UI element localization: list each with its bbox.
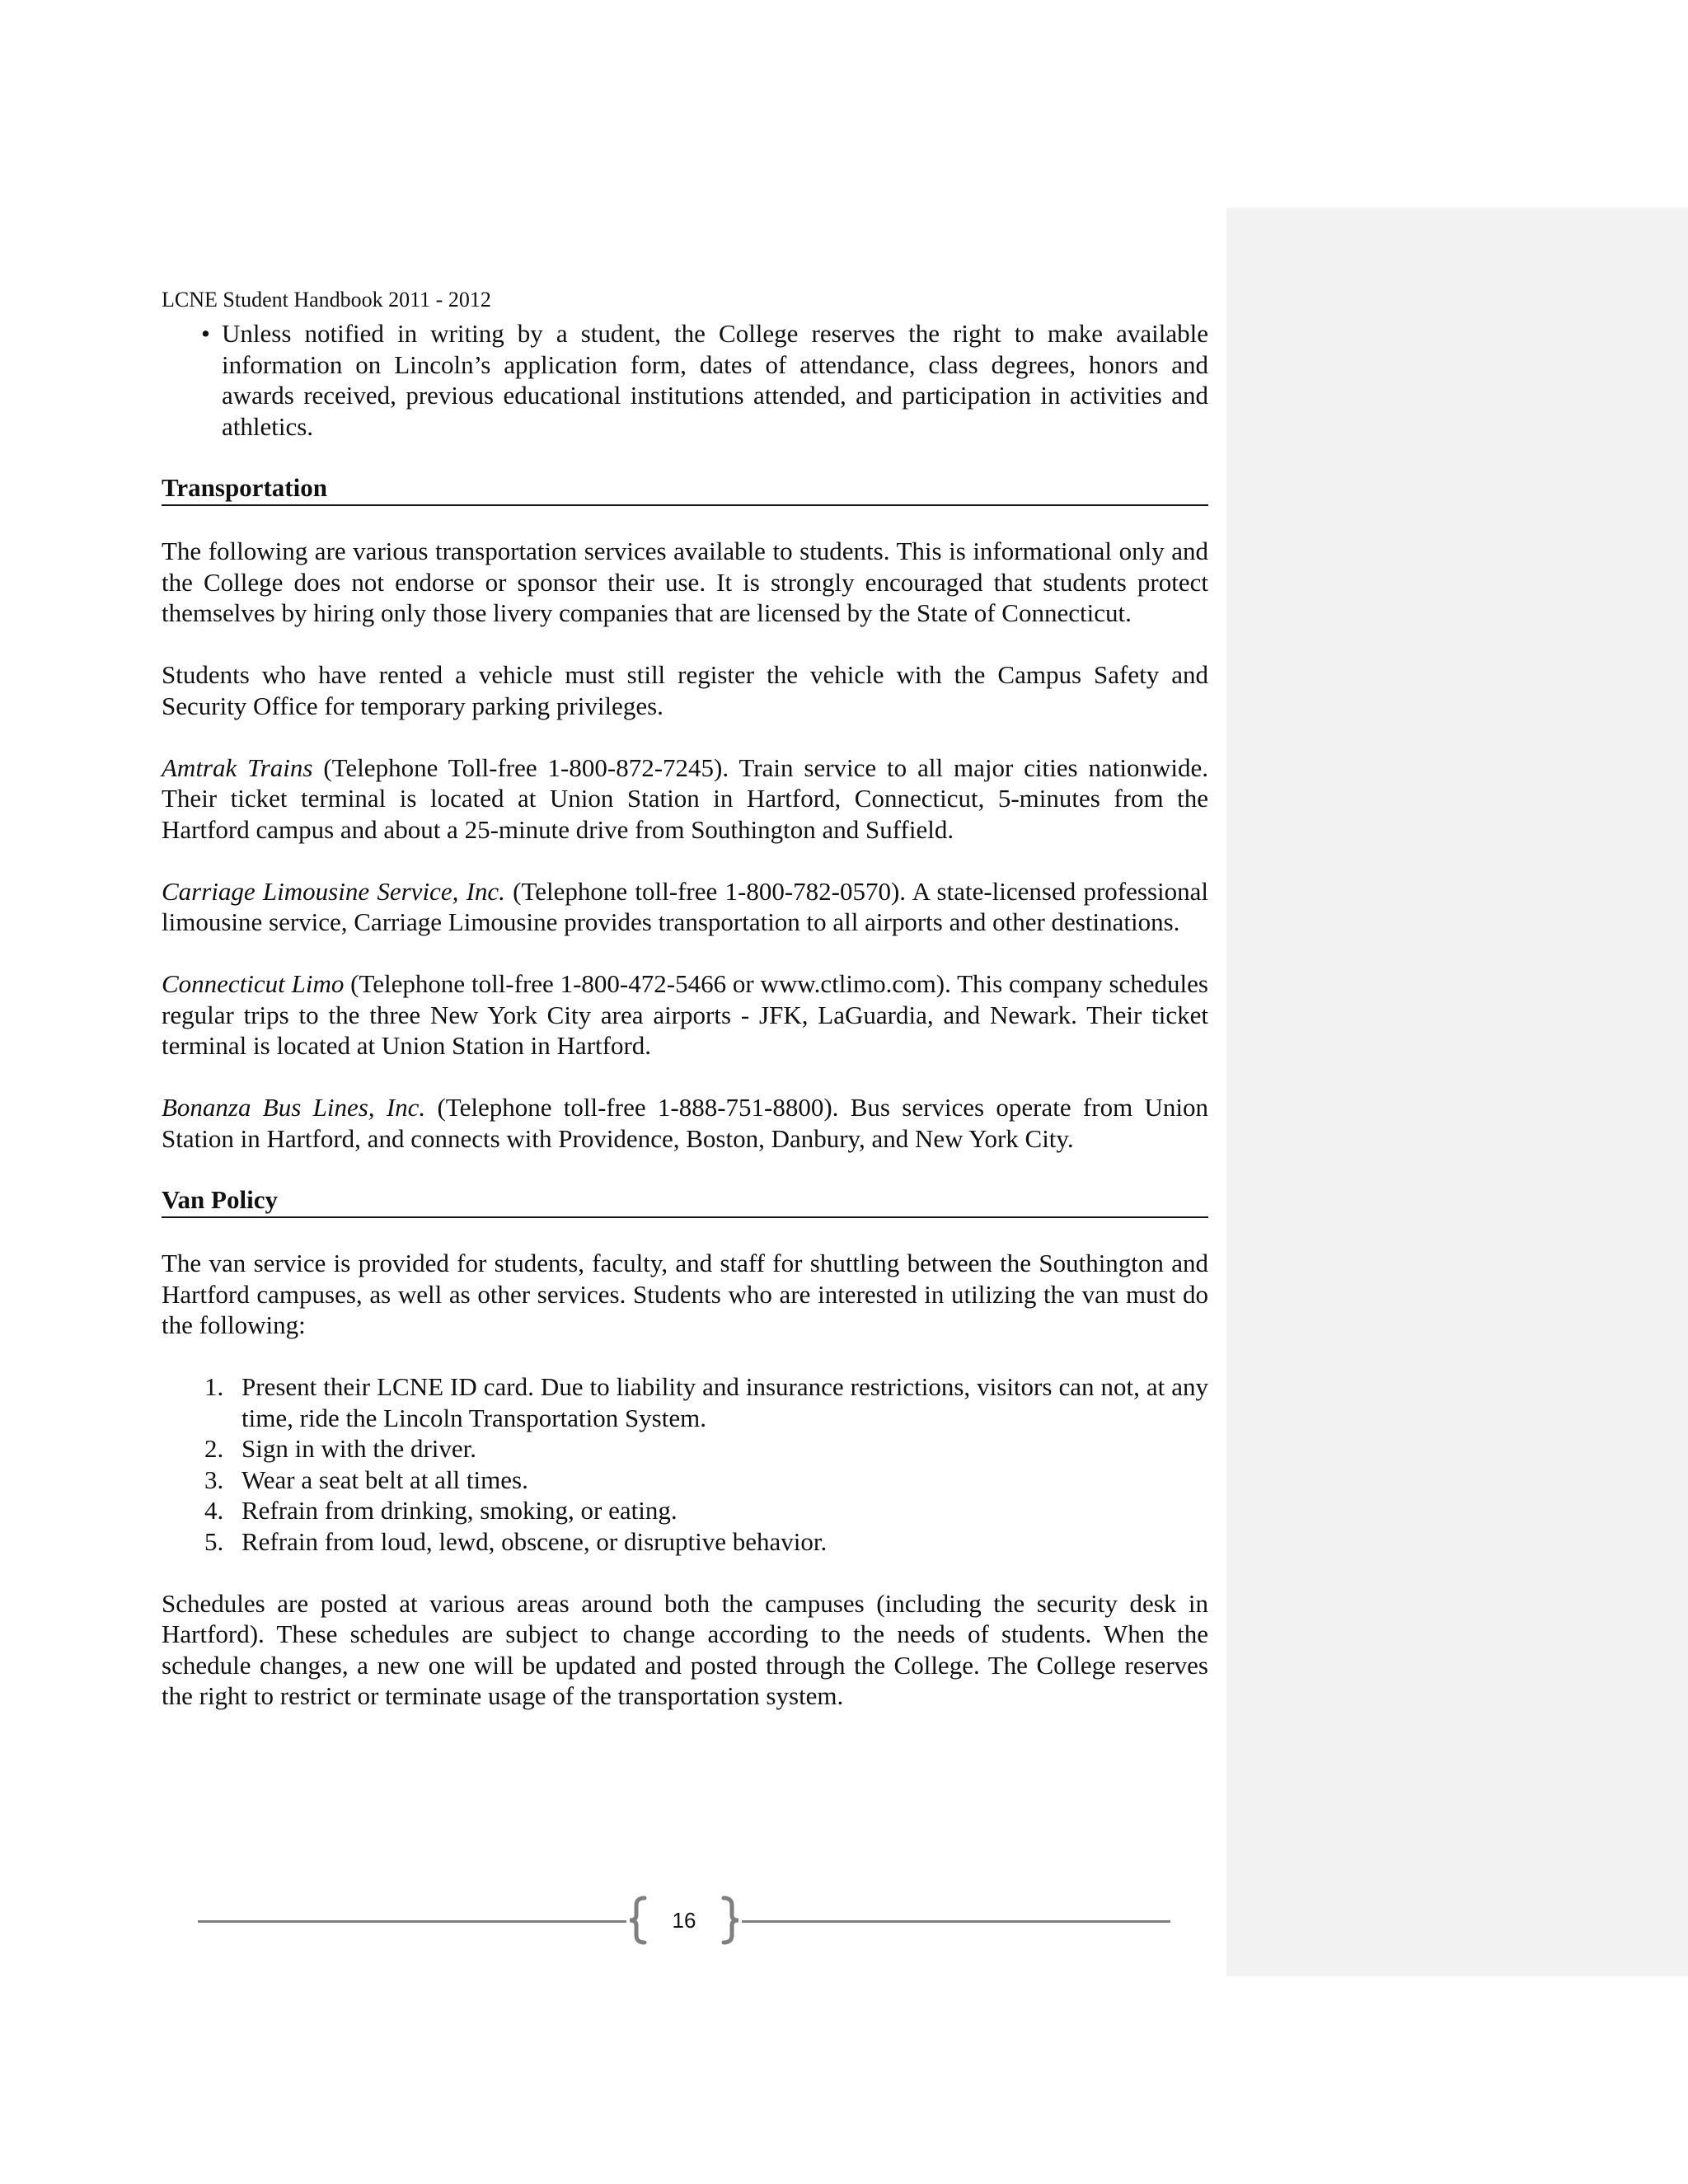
list-item (162, 1526, 1208, 1558)
service-bonanza-bus (162, 1092, 1208, 1154)
page-footer (198, 1896, 1170, 1945)
service-carriage-limousine (162, 876, 1208, 938)
list-item (162, 1433, 1208, 1465)
service-description: (Telephone toll-free 1-800-782-0570). A state-licensed professional limousine service, Carriage Limousine provides transportation to all airports and other destinations. (162, 876, 1208, 936)
service-amtrak (162, 752, 1208, 846)
service-description: (Telephone Toll-free 1-800-872-7245). Train service to all major cities nationwide. Their ticket terminal is located at Union Station in Hartford, Connecticut, 5-minutes from the Hartford campus and about a 25-minute drive from Southington and Suffield. (162, 752, 1208, 844)
step-number: 5. (204, 1526, 224, 1556)
van-policy-closing: Schedules are posted at various areas around both the campuses (including the security desk in Hartford). These schedules are subject to change according to the needs of students. When the schedule changes, a new one will be updated and posted through the College. The College reserves the right to restrict or terminate usage of the transportation system. (162, 1588, 1208, 1710)
service-name: Carriage Limousine Service, Inc. (162, 876, 505, 906)
section-heading-van-policy: Van Policy (162, 1184, 1208, 1218)
rental-note: Students who have rented a vehicle must still register the vehicle with the Campus Safety and Security Office for temporary parking privileges. (162, 660, 1208, 720)
section-heading-transportation: Transportation (162, 472, 1208, 506)
service-name: Amtrak Trains (162, 752, 313, 782)
footer-rule-left (198, 1920, 626, 1923)
step-number: 1. (204, 1372, 224, 1401)
step-number: 4. (204, 1496, 224, 1525)
step-text: Present their LCNE ID card. Due to liability and insurance restrictions, visitors can not, at any time, ride the Lincoln Transportation System. (241, 1372, 1208, 1432)
service-connecticut-limo (162, 968, 1208, 1062)
service-name: Bonanza Bus Lines, Inc. (162, 1093, 426, 1122)
list-item (162, 1495, 1208, 1526)
footer-rule-right (742, 1920, 1170, 1923)
bullet-text: Unless notified in writing by a student, the College reserves the right to make available information on Lincoln’s application form, dates of attendance, class degrees, honors and awards received, previous educational institutions attended, and participation in activities and athletics. (222, 319, 1208, 441)
step-number: 2. (204, 1434, 224, 1463)
bullet-icon: • (201, 319, 210, 348)
service-description: (Telephone toll-free 1-888-751-8800). Bus services operate from Union Station in Hartford, and connects with Providence, Boston, Danbury, and New York City. (162, 1093, 1208, 1153)
van-policy-intro: The van service is provided for students, faculty, and staff for shuttling between the Southington and Hartford campuses, as well as other services. Students who are interested in utilizing the van must do the following: (162, 1249, 1208, 1339)
transportation-intro: The following are various transportation services available to students. This is informational only and the College does not endorse or sponsor their use. It is strongly encouraged that students protect themselves by hiring only those livery companies that are licensed by the State of Connecticut. (162, 537, 1208, 627)
step-text: Wear a seat belt at all times. (241, 1465, 528, 1494)
list-item (162, 1465, 1208, 1496)
step-text: Refrain from loud, lewd, obscene, or disruptive behavior. (241, 1526, 828, 1556)
page-number: 16 (672, 1908, 696, 1933)
list-item (162, 1371, 1208, 1433)
page-content (162, 285, 1208, 1742)
step-text: Refrain from drinking, smoking, or eating. (241, 1496, 678, 1525)
list-item (162, 318, 1208, 442)
step-number: 3. (204, 1465, 224, 1494)
service-description: (Telephone toll-free 1-800-472-5466 or www.ctlimo.com). This company schedules regular trips to the three New York City area airports - JFK, LaGuardia, and Newark. Their ticket terminal is located at Union Station in Hartford. (162, 969, 1208, 1060)
service-name: Connecticut Limo (162, 969, 345, 998)
right-brace-icon (720, 1896, 740, 1945)
step-text: Sign in with the driver. (241, 1434, 477, 1463)
van-policy-steps (162, 1371, 1208, 1557)
comment-pane (1226, 208, 1688, 1976)
running-header: LCNE Student Handbook 2011 - 2012 (162, 288, 491, 312)
intro-bullet-list (162, 318, 1208, 442)
